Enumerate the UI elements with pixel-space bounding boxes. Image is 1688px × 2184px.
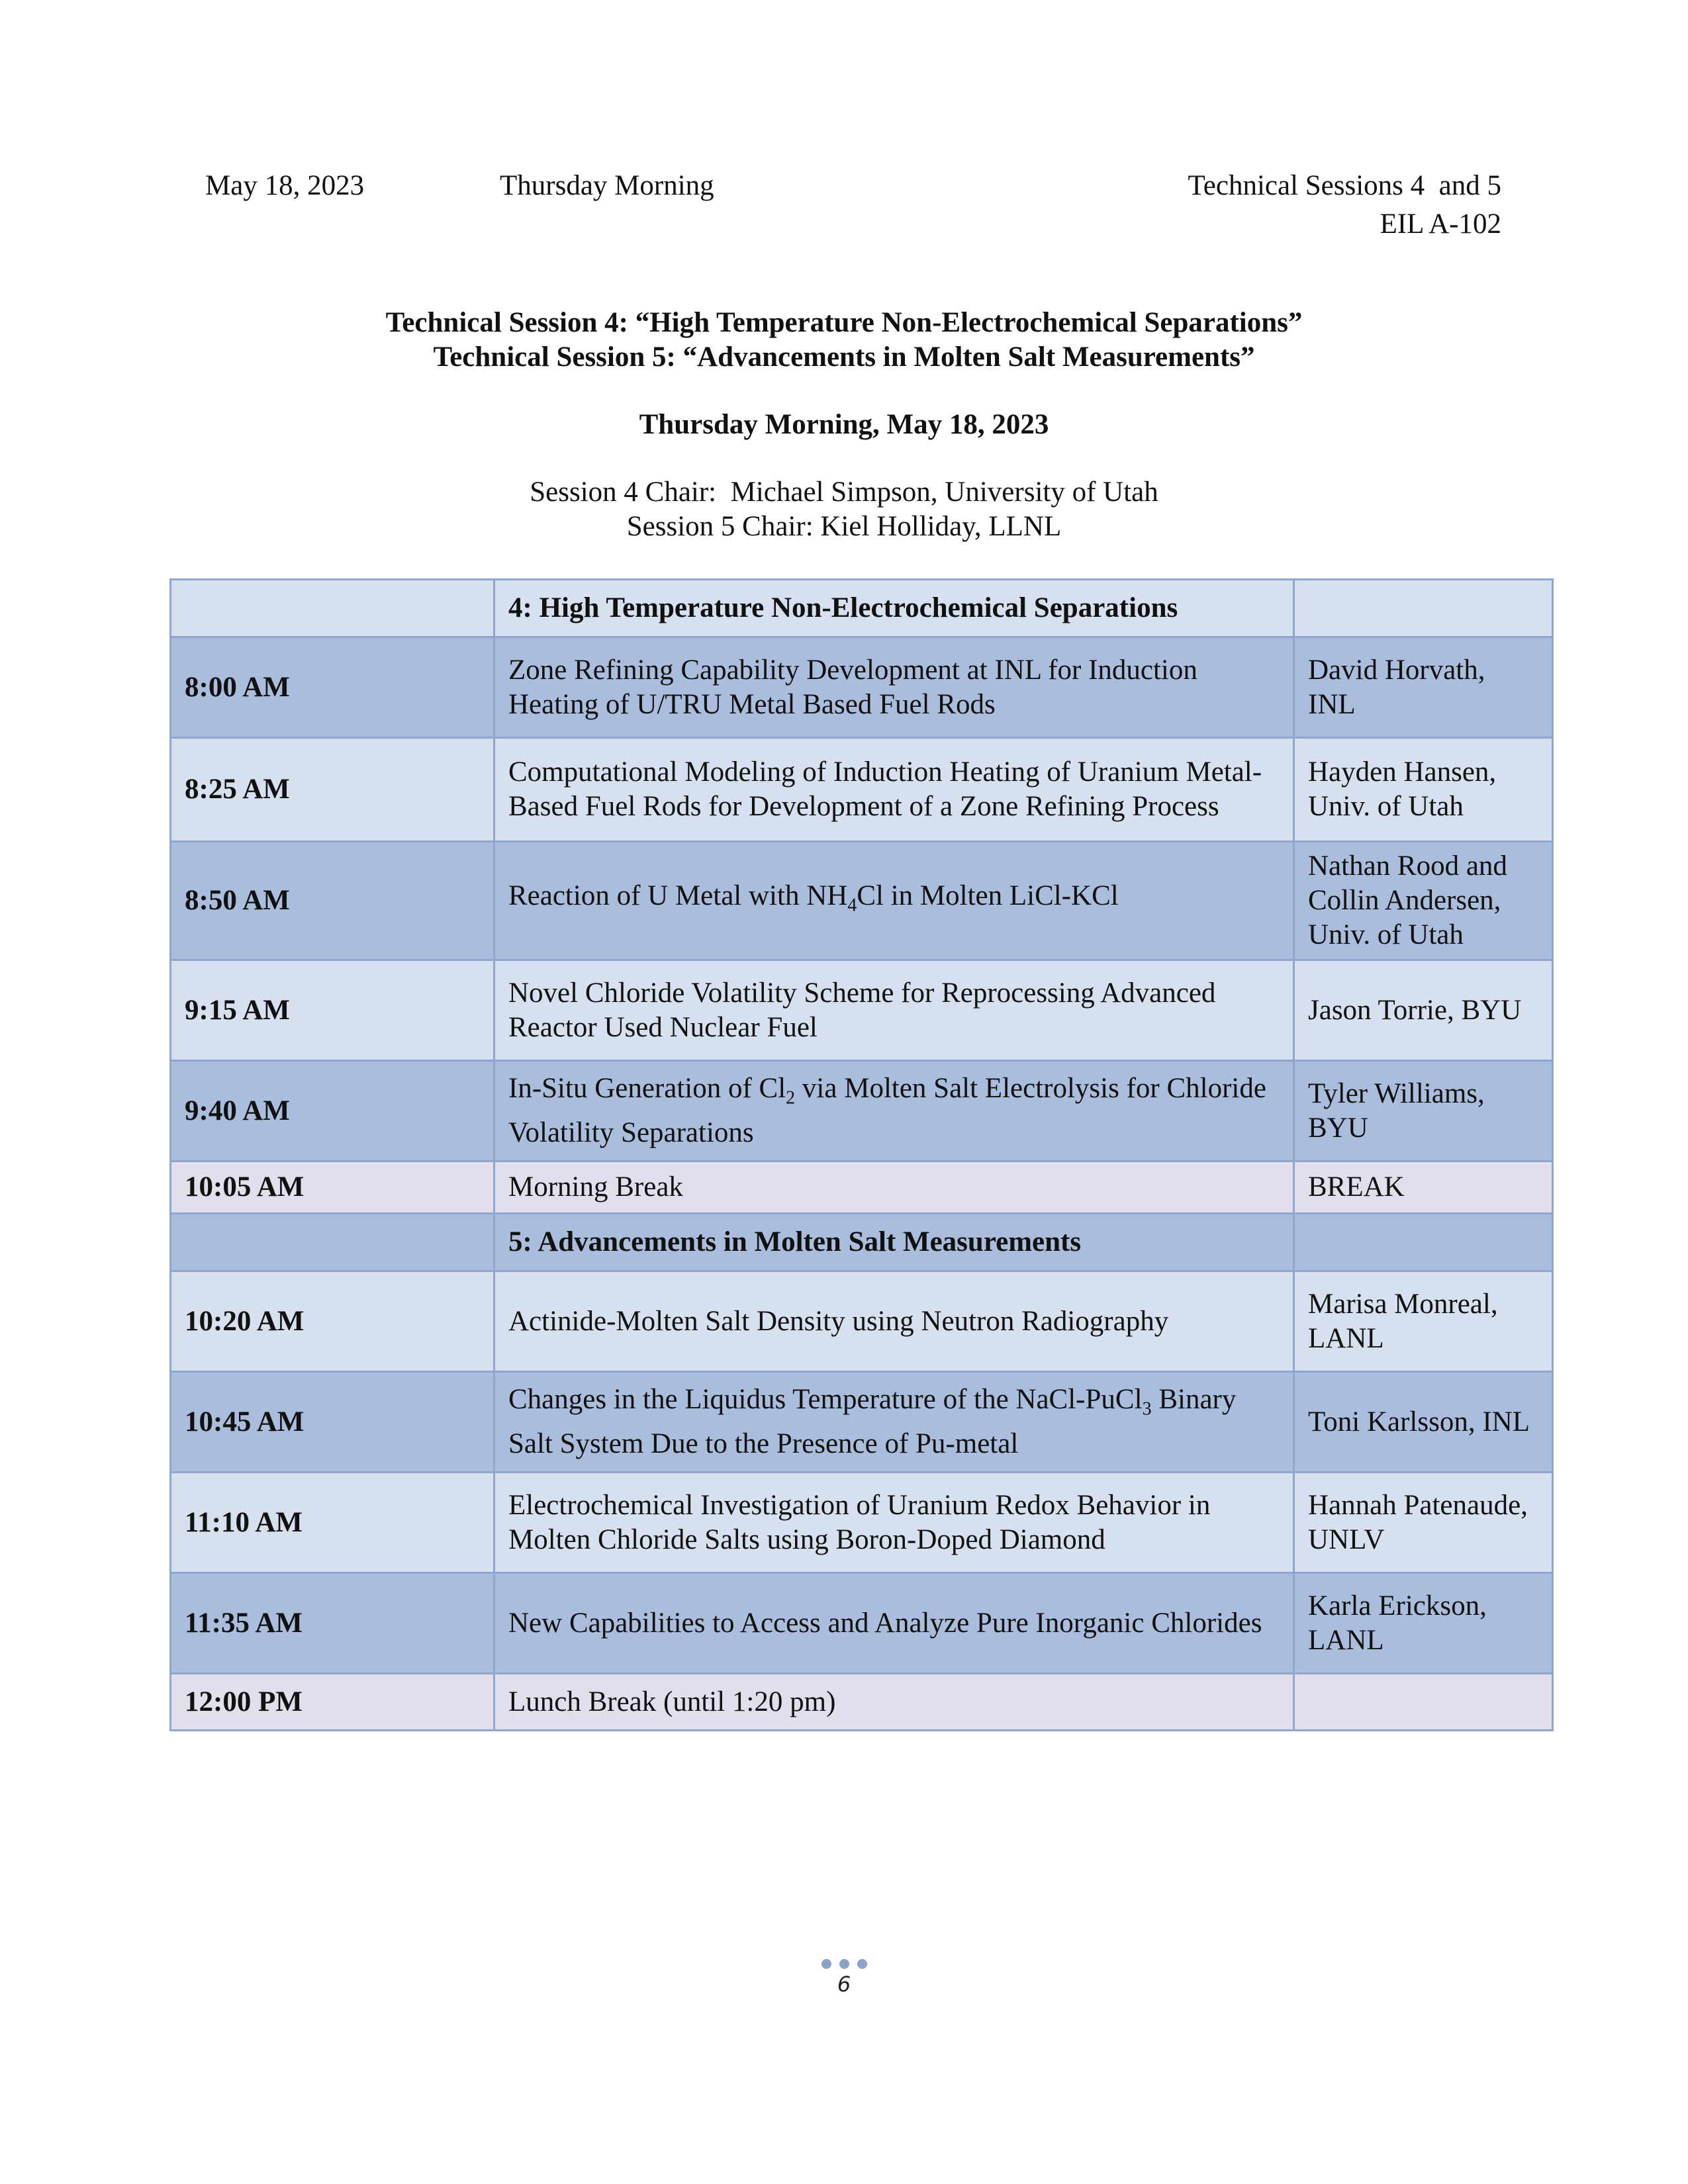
row-title: In-Situ Generation of $Cl_2$ via Molten Salt Electrolysis for Chloride Volatility Separations	[494, 1061, 1294, 1161]
row-speaker: Hayden Hansen, Univ. of Utah	[1294, 738, 1553, 842]
row-speaker: Karla Erickson, LANL	[1294, 1573, 1553, 1674]
row-speaker: Hannah Patenaude, UNLV	[1294, 1473, 1553, 1573]
chair-session5: Session 5 Chair: Kiel Holliday, LLNL	[626, 511, 1062, 542]
table-cell	[1294, 580, 1553, 637]
break-row	[171, 1674, 1553, 1731]
break-row	[171, 1161, 1553, 1214]
table-cell	[1294, 1214, 1553, 1271]
table-row	[171, 1473, 1553, 1573]
section4-header: 4: High Temperature Non-Electrochemical Separations	[494, 580, 1294, 637]
table-row	[171, 1061, 1553, 1161]
schedule-table	[169, 578, 1554, 1731]
session4-title: Technical Session 4: “High Temperature Non-Electrochemical Separations”	[385, 307, 1303, 338]
table-cell	[171, 580, 494, 637]
session5-title: Technical Session 5: “Advancements in Molten Salt Measurements”	[433, 341, 1255, 373]
row-title: Actinide-Molten Salt Density using Neutron Radiography	[494, 1271, 1294, 1372]
table-row	[171, 637, 1553, 738]
row-title: Morning Break	[494, 1161, 1294, 1214]
header-sessions: Technical Sessions 4 and 5	[1188, 170, 1501, 201]
row-speaker	[1294, 1674, 1553, 1731]
table-row	[171, 1573, 1553, 1674]
row-time: 11:35 AM	[171, 1573, 494, 1674]
dot-icon	[857, 1959, 867, 1969]
page-footer	[0, 1959, 1688, 1997]
row-speaker: Toni Karlsson, INL	[1294, 1372, 1553, 1473]
section-header-row	[171, 1214, 1553, 1271]
row-title: Changes in the Liquidus Temperature of the NaCl-PuCl$_3$ Binary Salt System Due to the Presence of Pu-metal	[494, 1372, 1294, 1473]
table-row	[171, 842, 1553, 960]
row-time: 11:10 AM	[171, 1473, 494, 1573]
row-title: Zone Refining Capability Development at INL for Induction Heating of U/TRU Metal Based Fuel Rods	[494, 637, 1294, 738]
row-title: Lunch Break (until 1:20 pm)	[494, 1674, 1294, 1731]
row-time: 8:25 AM	[171, 738, 494, 842]
row-title: Novel Chloride Volatility Scheme for Reprocessing Advanced Reactor Used Nuclear Fuel	[494, 960, 1294, 1061]
footer-dots	[0, 1959, 1688, 1969]
row-time: 8:00 AM	[171, 637, 494, 738]
page-number: 6	[837, 1972, 851, 1997]
row-speaker: Marisa Monreal, LANL	[1294, 1271, 1553, 1372]
row-speaker: Jason Torrie, BYU	[1294, 960, 1553, 1061]
section-header-row	[171, 580, 1553, 637]
row-title: New Capabilities to Access and Analyze Pure Inorganic Chlorides	[494, 1573, 1294, 1674]
row-time: 10:45 AM	[171, 1372, 494, 1473]
day-line: Thursday Morning, May 18, 2023	[639, 409, 1049, 440]
row-time: 9:40 AM	[171, 1061, 494, 1161]
row-time: 10:05 AM	[171, 1161, 494, 1214]
row-title: Electrochemical Investigation of Uranium Redox Behavior in Molten Chloride Salts using Boron-Doped Diamond	[494, 1473, 1294, 1573]
row-title: Reaction of U Metal with $NH_4Cl$ in Molten LiCl-KCl	[494, 842, 1294, 960]
dot-icon	[839, 1959, 849, 1969]
row-speaker: Tyler Williams, BYU	[1294, 1061, 1553, 1161]
session-titles	[0, 306, 1688, 544]
header-day-part: Thursday Morning	[500, 170, 714, 201]
table-row	[171, 960, 1553, 1061]
header-right	[1188, 167, 1501, 244]
row-speaker: Nathan Rood and Collin Andersen, Univ. of Utah	[1294, 842, 1553, 960]
row-speaker: David Horvath, INL	[1294, 637, 1553, 738]
row-time: 8:50 AM	[171, 842, 494, 960]
row-time: 9:15 AM	[171, 960, 494, 1061]
session-chairs	[0, 475, 1688, 544]
section5-header: 5: Advancements in Molten Salt Measurements	[494, 1214, 1294, 1271]
table-row	[171, 1372, 1553, 1473]
table-row	[171, 1271, 1553, 1372]
row-title: Computational Modeling of Induction Heating of Uranium Metal-Based Fuel Rods for Development of a Zone Refining Process	[494, 738, 1294, 842]
table-cell	[171, 1214, 494, 1271]
header-room: EIL A-102	[1380, 208, 1501, 240]
table-row	[171, 738, 1553, 842]
row-speaker: BREAK	[1294, 1161, 1553, 1214]
header-date: May 18, 2023	[205, 170, 365, 201]
chair-session4: Session 4 Chair: Michael Simpson, University of Utah	[530, 477, 1158, 508]
dot-icon	[821, 1959, 831, 1969]
row-time: 10:20 AM	[171, 1271, 494, 1372]
row-time: 12:00 PM	[171, 1674, 494, 1731]
